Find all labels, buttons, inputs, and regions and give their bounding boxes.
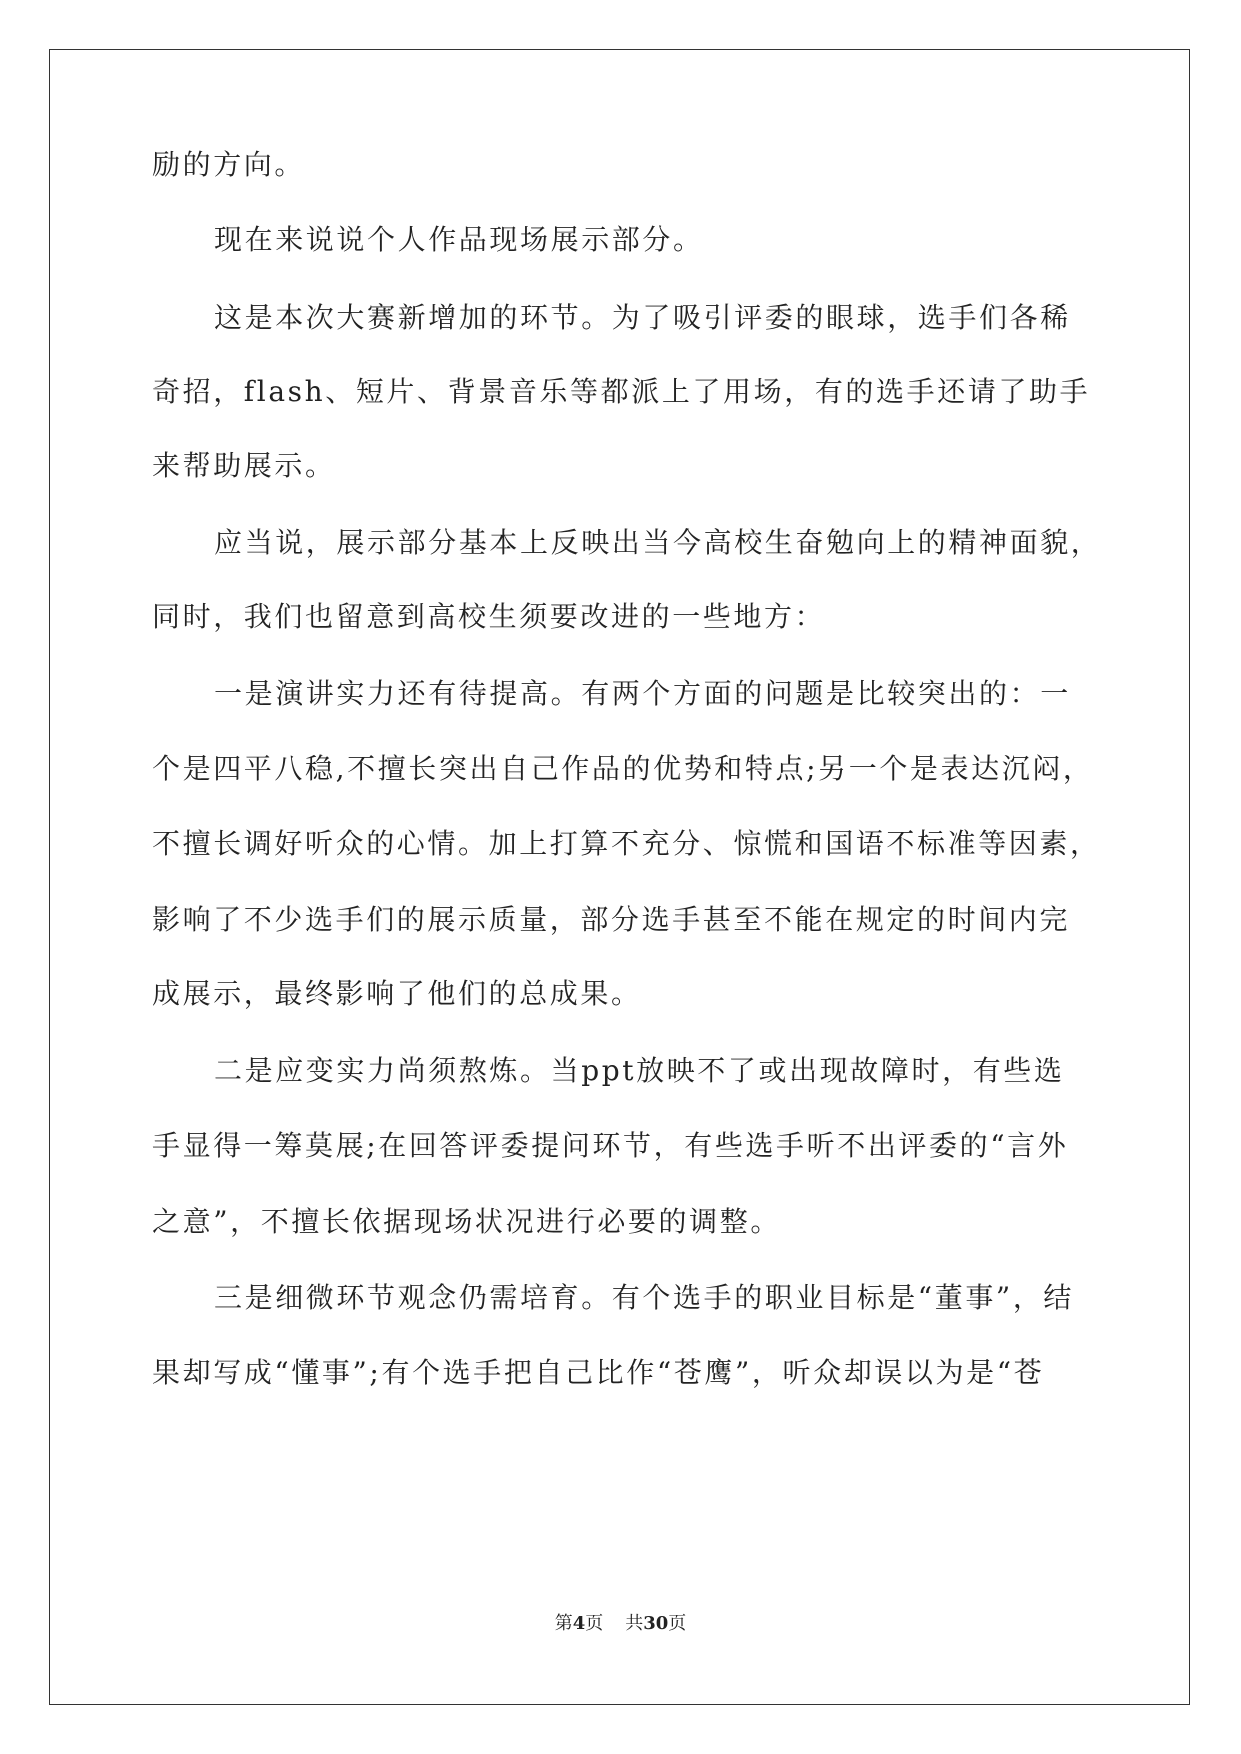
- paragraph-line: 奇招，flash、短片、背景音乐等都派上了用场，有的选手还请了助手: [152, 375, 1091, 408]
- page-prefix: 第: [554, 1613, 573, 1634]
- paragraph-line: 这是本次大赛新增加的环节。为了吸引评委的眼球，选手们各稀: [214, 301, 1071, 334]
- paragraph-line: 应当说，展示部分基本上反映出当今高校生奋勉向上的精神面貌，: [214, 526, 1102, 559]
- paragraph-line: 二是应变实力尚须熬炼。当ppt放映不了或出现故障时，有些选: [214, 1054, 1065, 1087]
- paragraph-line: 个是四平八稳,不擅长突出自己作品的优势和特点;另一个是表达沉闷，: [152, 752, 1094, 785]
- total-suffix: 页: [668, 1613, 687, 1634]
- total-pages: 30: [643, 1613, 669, 1634]
- paragraph-line: 三是细微环节观念仍需培育。有个选手的职业目标是“董事”，结: [214, 1281, 1075, 1314]
- paragraph-line: 不擅长调好听众的心情。加上打算不充分、惊慌和国语不标准等因素，: [152, 827, 1101, 860]
- paragraph-line: 同时，我们也留意到高校生须要改进的一些地方：: [152, 600, 826, 633]
- paragraph-line: 手显得一筹莫展;在回答评委提问环节，有些选手听不出评委的“言外: [152, 1129, 1069, 1162]
- paragraph-line: 成展示，最终影响了他们的总成果。: [152, 977, 642, 1010]
- paragraph-line: 励的方向。: [152, 148, 306, 181]
- paragraph-line: 影响了不少选手们的展示质量，部分选手甚至不能在规定的时间内完: [152, 903, 1071, 936]
- paragraph-line: 之意”，不擅长依据现场状况进行必要的调整。: [152, 1205, 781, 1238]
- paragraph-line: 现在来说说个人作品现场展示部分。: [214, 223, 704, 256]
- page-footer: [0, 1613, 1241, 1635]
- paragraph-line: 一是演讲实力还有待提高。有两个方面的问题是比较突出的：一: [214, 677, 1071, 710]
- page-number: 4: [572, 1613, 586, 1634]
- paragraph-line: 果却写成“懂事”;有个选手把自己比作“苍鹰”，听众却误以为是“苍: [152, 1356, 1045, 1389]
- total-prefix: 共: [625, 1613, 644, 1634]
- page-suffix: 页: [585, 1613, 604, 1634]
- paragraph-line: 来帮助展示。: [152, 449, 336, 482]
